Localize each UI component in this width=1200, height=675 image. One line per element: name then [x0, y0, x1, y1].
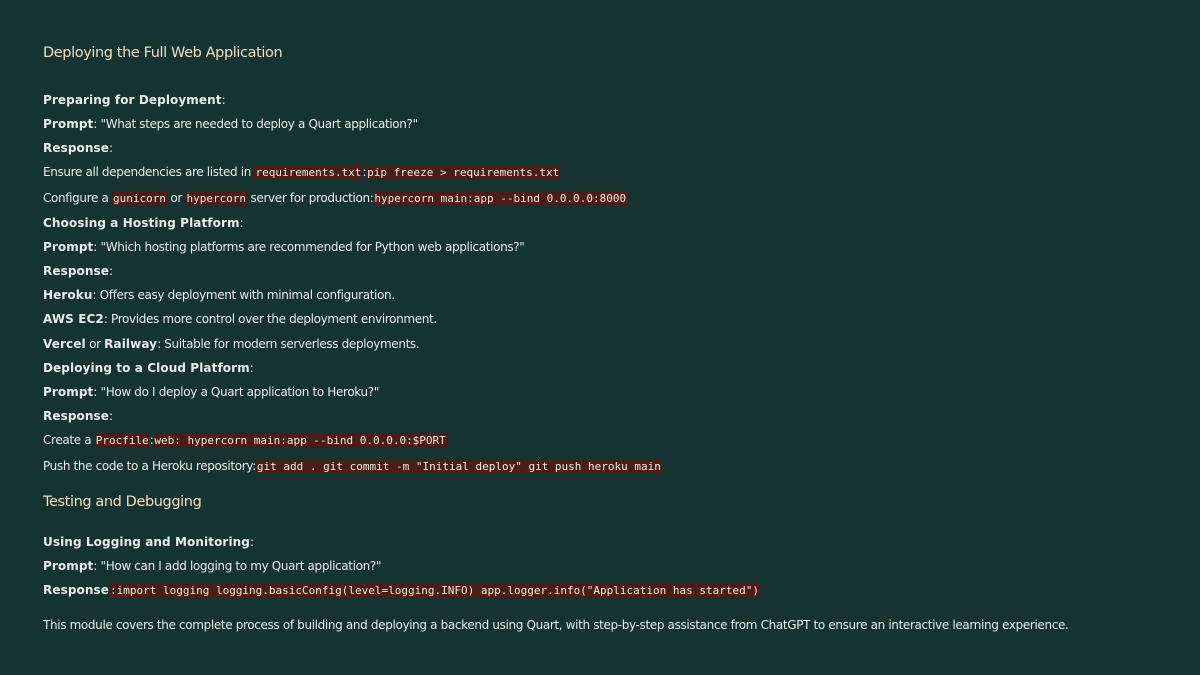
prompt-text: : "Which hosting platforms are recommended for Python web applications?": [93, 240, 525, 254]
response-label: Response: [43, 264, 109, 278]
code-hypercorn-command: hypercorn main:app --bind 0.0.0.0:8000: [374, 192, 627, 205]
code-pip-freeze: pip freeze > requirements.txt: [367, 166, 560, 179]
response-label-preparing: Response:: [43, 141, 113, 155]
heading-preparing-for-deployment: Preparing for Deployment:: [43, 93, 226, 107]
section-title-testing: Testing and Debugging: [43, 494, 202, 510]
heading-choosing-hosting-platform: Choosing a Hosting Platform:: [43, 216, 244, 230]
railway-label: Railway: [104, 337, 158, 351]
code-gunicorn: gunicorn: [112, 192, 166, 205]
code-hypercorn: hypercorn: [186, 192, 247, 205]
response-label: Response: [43, 141, 109, 155]
prompt-text: : "How do I deploy a Quart application to Heroku?": [93, 385, 379, 399]
code-logging: :import logging logging.basicConfig(level=logging.INFO) app.logger.info("Application has started"): [109, 584, 759, 597]
prompt-label: Prompt: [43, 117, 94, 131]
server-config-line: Configure a gunicorn or hypercorn server for production:hypercorn main:app --bind 0.0.0.0:8000: [43, 191, 627, 205]
aws-label: AWS EC2: [43, 312, 104, 326]
prompt-line-preparing: [43, 116, 418, 132]
prompt-line-cloud: [43, 384, 379, 400]
aws-line: AWS EC2: Provides more control over the deployment environment.: [43, 312, 437, 326]
section-title-deploying: Deploying the Full Web Application: [43, 45, 283, 61]
prompt-line-logging: [43, 558, 381, 574]
git-push-line: Push the code to a Heroku repository:git add . git commit -m "Initial deploy" git push heroku main: [43, 459, 661, 473]
vercel-label: Vercel: [43, 337, 86, 351]
heading-label: Deploying to a Cloud Platform: [43, 361, 250, 375]
code-procfile-content: web: hypercorn main:app --bind 0.0.0.0:$PORT: [154, 434, 446, 447]
requirements-line: Ensure all dependencies are listed in requirements.txt:pip freeze > requirements.txt: [43, 165, 560, 179]
summary-paragraph: This module covers the complete process of building and deploying a backend using Quart, with step-by-step assistance from ChatGPT to ensure an interactive learning experience.: [43, 618, 1069, 632]
vercel-railway-line: Vercel or Railway: Suitable for modern serverless deployments.: [43, 337, 420, 351]
prompt-label: Prompt: [43, 240, 94, 254]
heroku-label: Heroku: [43, 288, 93, 302]
code-requirements-file: requirements.txt: [255, 166, 362, 179]
heading-label: Choosing a Hosting Platform: [43, 216, 240, 230]
heading-label: Using Logging and Monitoring: [43, 535, 250, 549]
heading-label: Preparing for Deployment: [43, 93, 222, 107]
prompt-text: : "How can I add logging to my Quart application?": [93, 559, 382, 573]
heading-logging-monitoring: Using Logging and Monitoring:: [43, 535, 254, 549]
prompt-label: Prompt: [43, 559, 94, 573]
response-label-cloud: Response:: [43, 409, 113, 423]
response-label: Response: [43, 409, 109, 423]
procfile-line: Create a Procfile:web: hypercorn main:app --bind 0.0.0.0:$PORT: [43, 433, 446, 447]
response-line-logging: [43, 582, 760, 598]
heading-deploying-to-cloud: Deploying to a Cloud Platform:: [43, 361, 254, 375]
prompt-line-hosting: [43, 239, 524, 255]
heroku-line: Heroku: Offers easy deployment with minimal configuration.: [43, 288, 395, 302]
code-git-commands: git add . git commit -m "Initial deploy" git push heroku main: [256, 460, 661, 473]
response-label: Response: [43, 583, 109, 597]
prompt-text: : "What steps are needed to deploy a Quart application?": [93, 117, 418, 131]
prompt-label: Prompt: [43, 385, 94, 399]
code-procfile: Procfile: [95, 434, 149, 447]
response-label-hosting: Response:: [43, 264, 113, 278]
